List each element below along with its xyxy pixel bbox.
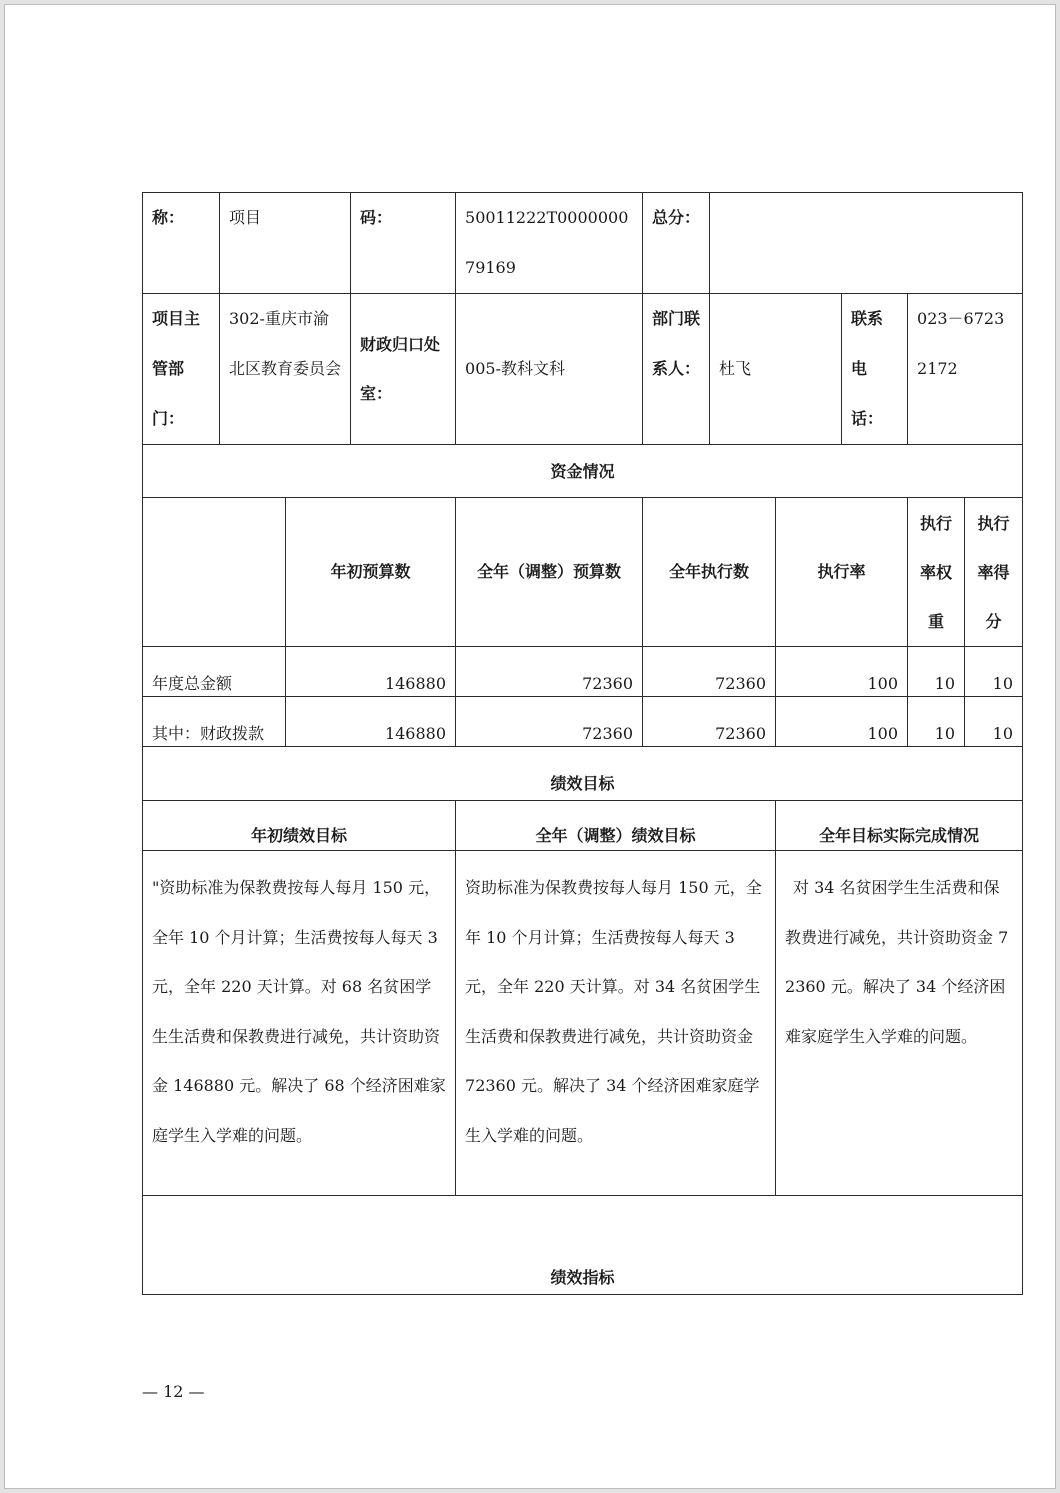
funds-section-title: 资金情况 — [143, 445, 1023, 498]
funds-header-blank — [143, 498, 286, 647]
funds-cell-executed: 72360 — [643, 647, 776, 697]
funds-cell-adjusted: 72360 — [456, 697, 643, 747]
funds-section-row — [143, 445, 1023, 498]
funds-header-rate-score: 执行率得分 — [965, 498, 1023, 647]
goals-text-row — [143, 851, 1023, 1196]
funds-row-fiscal — [143, 697, 1023, 747]
goals-section-row — [143, 747, 1023, 801]
contact-label: 部门联系人： — [643, 294, 710, 445]
funds-cell-initial: 146880 — [286, 647, 456, 697]
document-page — [4, 4, 1056, 1489]
funds-cell-score: 10 — [965, 647, 1023, 697]
performance-form-table — [142, 192, 1023, 1295]
project-info-row — [143, 193, 1023, 294]
goals-text-adjusted: 资助标准为保教费按每人每月 150 元，全年 10 个月计算；生活费按每人每天 3 元，全年 220 天计算。对 34 名贫困学生生活费和保教费进行减免，共计资助资金 72360 元。解决了 34 个经济困难家庭学生入学难的问题。 — [456, 851, 776, 1196]
goals-section-title: 绩效目标 — [143, 747, 1023, 801]
funds-row-total — [143, 647, 1023, 697]
funds-header-initial-budget: 年初预算数 — [286, 498, 456, 647]
contact-value: 杜飞 — [710, 294, 842, 445]
page-number: — 12 — — [142, 1382, 205, 1401]
funds-header-rate-weight: 执行率权重 — [908, 498, 965, 647]
funds-header-executed: 全年执行数 — [643, 498, 776, 647]
funds-cell-weight: 10 — [908, 697, 965, 747]
funds-cell-rate: 100 — [776, 697, 908, 747]
funds-cell-rate: 100 — [776, 647, 908, 697]
funds-header-adjusted-budget: 全年（调整）预算数 — [456, 498, 643, 647]
funds-cell-initial: 146880 — [286, 697, 456, 747]
phone-value: 023－67232172 — [908, 294, 1023, 445]
dept-value: 302-重庆市渝北区教育委员会 — [220, 294, 351, 445]
phone-label: 联系电话： — [842, 294, 908, 445]
funds-cell-score: 10 — [965, 697, 1023, 747]
funds-row-label: 其中：财政拨款 — [143, 697, 286, 747]
total-score-value — [710, 193, 1023, 294]
funds-row-label: 年度总金额 — [143, 647, 286, 697]
indicators-section-row — [143, 1196, 1023, 1295]
goals-header-initial: 年初绩效目标 — [143, 801, 456, 851]
goals-text-initial: "资助标准为保教费按每人每月 150 元，全年 10 个月计算；生活费按每人每天 3 元，全年 220 天计算。对 68 名贫困学生生活费和保教费进行减免，共计资助资金 146880 元。解决了 68 个经济困难家庭学生入学难的问题。 — [143, 851, 456, 1196]
dept-label: 项目主管部门： — [143, 294, 220, 445]
funds-header-row — [143, 498, 1023, 647]
goals-header-actual: 全年目标实际完成情况 — [776, 801, 1023, 851]
department-info-row — [143, 294, 1023, 445]
indicators-section-title: 绩效指标 — [143, 1196, 1023, 1295]
funds-cell-weight: 10 — [908, 647, 965, 697]
total-score-label: 总分： — [643, 193, 710, 294]
name-value: 项目 — [220, 193, 351, 294]
code-value: 50011222T000000079169 — [456, 193, 643, 294]
goals-header-row — [143, 801, 1023, 851]
finance-office-label: 财政归口处室： — [351, 294, 456, 445]
funds-cell-executed: 72360 — [643, 697, 776, 747]
goals-text-actual: 对 34 名贫困学生生活费和保教费进行减免，共计资助资金 72360 元。解决了 34 个经济困难家庭学生入学难的问题。 — [776, 851, 1023, 1196]
funds-header-exec-rate: 执行率 — [776, 498, 908, 647]
finance-office-value: 005-教科文科 — [456, 294, 643, 445]
code-label: 码： — [351, 193, 456, 294]
funds-cell-adjusted: 72360 — [456, 647, 643, 697]
name-label: 称： — [143, 193, 220, 294]
goals-header-adjusted: 全年（调整）绩效目标 — [456, 801, 776, 851]
